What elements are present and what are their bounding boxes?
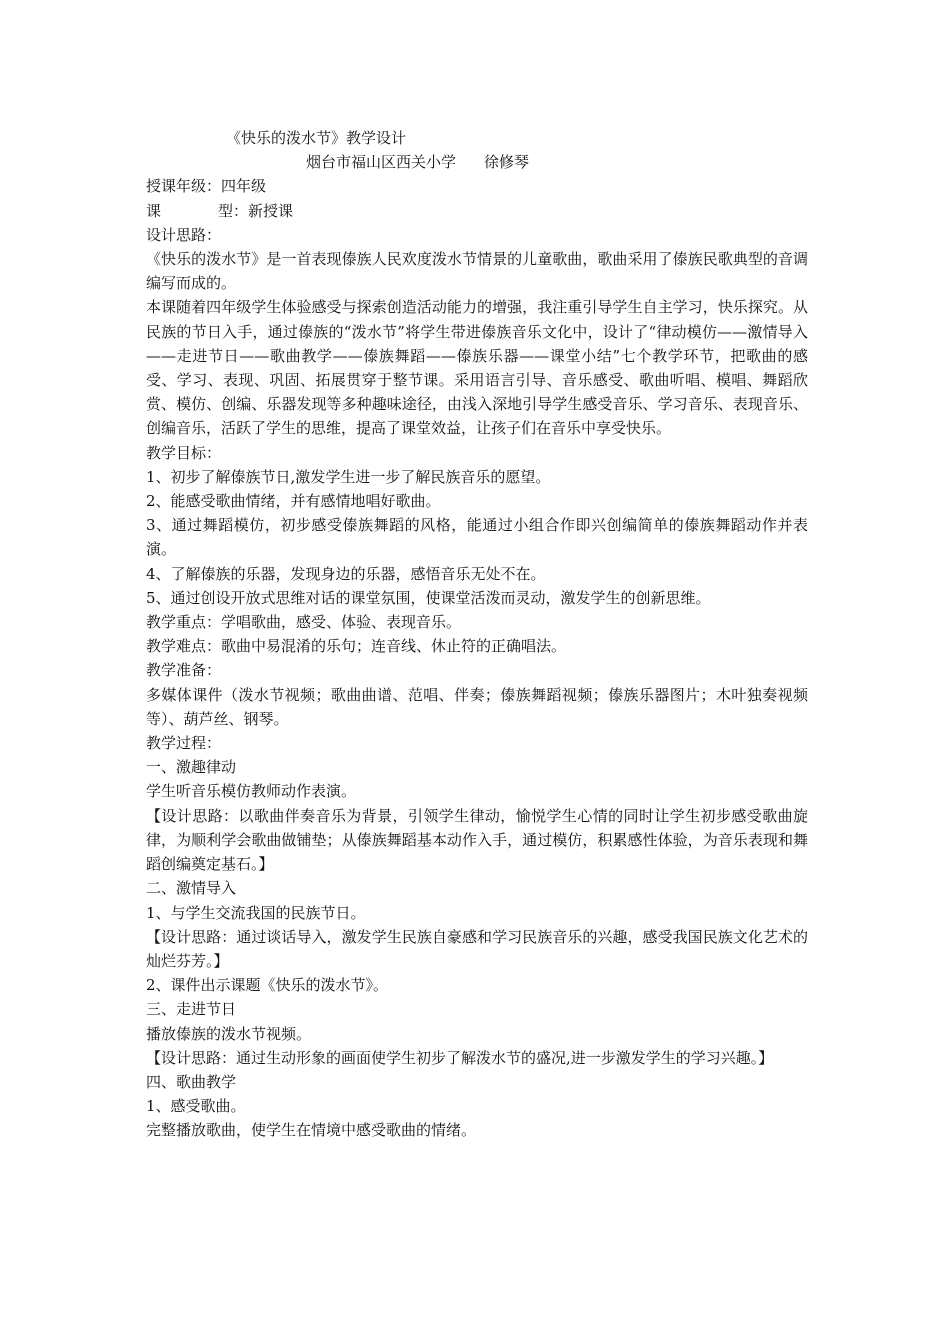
- section-4-text: 完整播放歌曲，使学生在情境中感受歌曲的情绪。: [146, 1121, 477, 1140]
- prep-text: 多媒体课件（泼水节视频；歌曲曲谱、范唱、伴奏；傣族舞蹈视频；傣族乐器图片；木叶独奏视频等）、葫芦丝、钢琴。: [146, 685, 808, 728]
- grade-label: 授课年级：: [146, 177, 222, 196]
- section-4-item-1: 1、感受歌曲。: [146, 1097, 246, 1116]
- type-line: [146, 199, 808, 223]
- type-label-char2: 型：: [218, 201, 249, 220]
- section-2-heading: 二、激情导入: [146, 879, 237, 898]
- design-paragraph-1: 《快乐的泼水节》是一首表现傣族人民欢度泼水节情景的儿童歌曲，歌曲采用了傣族民歌典型的音调编写而成的。: [146, 250, 808, 293]
- difficulty: 教学难点：歌曲中易混淆的乐句；连音线、休止符的正确唱法。: [146, 637, 567, 656]
- design-heading: 设计思路：: [146, 225, 222, 244]
- section-2-item-1: 1、与学生交流我国的民族节日。: [146, 903, 366, 922]
- grade-line: [146, 174, 808, 198]
- goals-heading: 教学目标：: [146, 443, 222, 462]
- author-line: [146, 150, 808, 174]
- document-title: 《快乐的泼水节》教学设计: [226, 129, 407, 147]
- goal-item: 3、通过舞蹈模仿，初步感受傣族舞蹈的风格，能通过小组合作即兴创编简单的傣族舞蹈动作并表演。: [146, 516, 808, 559]
- author-name: 徐修琴: [484, 153, 530, 172]
- section-3-text: 播放傣族的泼水节视频。: [146, 1024, 312, 1043]
- process-heading: 教学过程：: [146, 734, 222, 753]
- section-1-design-note: 【设计思路：以歌曲伴奏音乐为背景，引领学生律动，愉悦学生心情的同时让学生初步感受歌曲旋律，为顺利学会歌曲做铺垫；从傣族舞蹈基本动作入手，通过模仿，积累感性体验，为音乐表现和舞蹈创编奠定基石。】: [146, 806, 808, 874]
- author-school: 烟台市福山区西关小学: [306, 153, 457, 172]
- section-3-heading: 三、走进节日: [146, 1000, 237, 1019]
- document-body: [146, 126, 808, 1143]
- section-1-heading: 一、激趣律动: [146, 758, 237, 777]
- type-label-char1: 课: [146, 201, 162, 220]
- design-paragraph-2: 本课随着四年级学生体验感受与探索创造活动能力的增强，我注重引导学生自主学习，快乐探究。从民族的节日入手，通过傣族的“泼水节”将学生带进傣族音乐文化中，设计了“律动模仿——激情导入——走进节日——歌曲教学——傣族舞蹈——傣族乐器——课堂小结”七个教学环节，把歌曲的感受、学习、表现、巩固、拓展贯穿于整节课。采用语言引导、音乐感受、歌曲听唱、模唱、舞蹈欣赏、模仿、创编、乐器发现等多种趣味途径，由浅入深地引导学生感受音乐、学习音乐、表现音乐、创编音乐，活跃了学生的思维，提高了课堂效益，让孩子们在音乐中享受快乐。: [146, 298, 808, 438]
- goal-item: 5、通过创设开放式思维对话的课堂氛围，使课堂活泼而灵动，激发学生的创新思维。: [146, 588, 711, 607]
- goal-item: 4、了解傣族的乐器，发现身边的乐器，感悟音乐无处不在。: [146, 564, 546, 583]
- section-1-text: 学生听音乐模仿教师动作表演。: [146, 782, 357, 801]
- section-3-design-note: 【设计思路：通过生动形象的画面使学生初步了解泼水节的盛况,进一步激发学生的学习兴趣。】: [146, 1048, 774, 1067]
- key-point: 教学重点：学唱歌曲，感受、体验、表现音乐。: [146, 613, 462, 632]
- section-2-item-2: 2、课件出示课题《快乐的泼水节》。: [146, 976, 389, 995]
- grade-value: 四年级: [221, 177, 267, 196]
- goal-item: 1、初步了解傣族节日,激发学生进一步了解民族音乐的愿望。: [146, 467, 551, 486]
- section-2-design-note: 【设计思路：通过谈话导入，激发学生民族自豪感和学习民族音乐的兴趣，感受我国民族文化艺术的灿烂芬芳。】: [146, 927, 808, 970]
- section-4-heading: 四、歌曲教学: [146, 1072, 237, 1091]
- type-value: 新授课: [248, 201, 294, 220]
- goal-item: 2、能感受歌曲情绪，并有感情地唱好歌曲。: [146, 492, 441, 511]
- prep-heading: 教学准备：: [146, 661, 222, 680]
